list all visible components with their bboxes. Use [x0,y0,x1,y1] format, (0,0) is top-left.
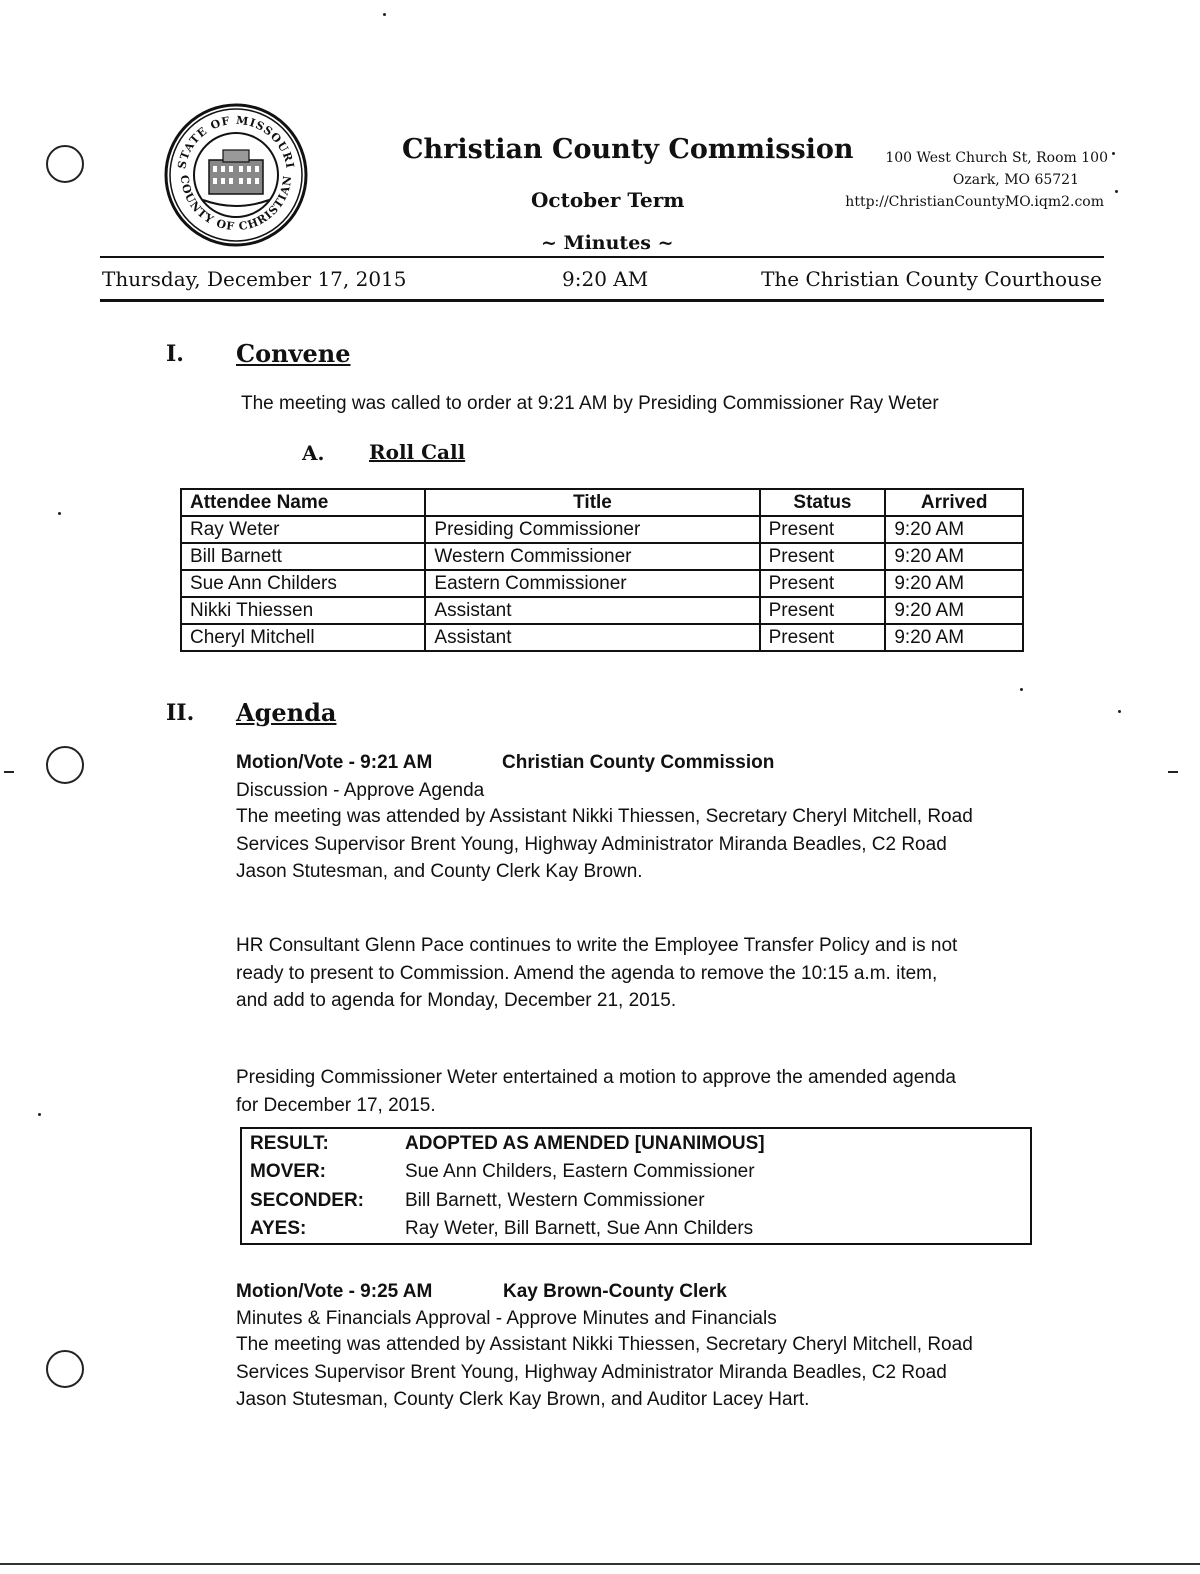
scan-dash [1168,771,1178,773]
table-row [181,597,1023,624]
paragraph-line: Services Supervisor Brent Young, Highway Administrator Miranda Beadles, C2 Road [236,1361,947,1383]
meeting-term: October Term [531,188,685,212]
table-cell: 9:20 AM [885,516,1023,543]
result-row [250,1218,753,1240]
table-row [181,570,1023,597]
paragraph-line: Services Supervisor Brent Young, Highway Administrator Miranda Beadles, C2 Road [236,833,947,855]
scan-dash [4,771,14,773]
meeting-time: 9:20 AM [562,267,649,291]
scan-speck [58,512,61,515]
column-header: Arrived [885,489,1023,516]
result-key: AYES: [250,1218,307,1239]
motion-vote-time: Motion/Vote - 9:21 AM [236,752,433,773]
table-cell: 9:20 AM [885,597,1023,624]
column-header: Title [425,489,759,516]
discussion-line: Minutes & Financials Approval - Approve Minutes and Financials [236,1308,777,1329]
motion-body: Kay Brown-County Clerk [503,1281,727,1302]
result-value: Ray Weter, Bill Barnett, Sue Ann Childers [405,1218,754,1239]
meeting-location: The Christian County Courthouse [761,267,1102,291]
svg-text:STATE OF MISSOURI: STATE OF MISSOURI [175,113,297,170]
scan-speck [1115,190,1118,193]
table-cell: Present [760,570,886,597]
table-cell: Eastern Commissioner [425,570,759,597]
section-number: I. [166,341,184,367]
column-header: Status [760,489,886,516]
table-row [181,624,1023,651]
result-row [250,1190,705,1212]
result-row [250,1133,765,1155]
table-cell: Ray Weter [181,516,425,543]
motion-paragraph [236,1064,956,1119]
table-cell: Cheryl Mitchell [181,624,425,651]
table-cell: Presiding Commissioner [425,516,759,543]
paragraph-line: ready to present to Commission. Amend the agenda to remove the 10:15 a.m. item, [236,962,938,984]
header-divider-bottom [100,299,1104,302]
result-row [250,1161,755,1183]
result-value: ADOPTED AS AMENDED [UNANIMOUS] [405,1133,765,1154]
paragraph-line: Jason Stutesman, County Clerk Kay Brown, and Auditor Lacey Hart. [236,1389,810,1410]
table-row [181,516,1023,543]
org-title: Christian County Commission [402,134,854,165]
punch-hole-top [46,145,84,183]
scan-speck [38,1113,41,1116]
paragraph-line: Presiding Commissioner Weter entertained a motion to approve the amended agenda [236,1067,956,1088]
table-cell: Present [760,543,886,570]
scan-speck [1112,152,1115,155]
svg-text:COUNTY OF CHRISTIAN: COUNTY OF CHRISTIAN [177,174,295,234]
attendance-paragraph [236,1331,973,1414]
table-cell: 9:20 AM [885,570,1023,597]
paragraph-line: and add to agenda for Monday, December 21, 2015. [236,990,677,1011]
paragraph-line: The meeting was attended by Assistant Nikki Thiessen, Secretary Cheryl Mitchell, Road [236,1334,973,1355]
vote-result-table [240,1127,1032,1245]
address-street: 100 West Church St, Room 100 [885,150,1108,166]
roll-call-table [180,488,1024,652]
county-seal-logo [163,100,309,250]
punch-hole-bottom [46,1350,84,1388]
table-header-row [181,489,1023,516]
attendance-paragraph [236,803,973,886]
motion-body: Christian County Commission [502,752,775,773]
table-cell: 9:20 AM [885,624,1023,651]
motion-vote-time: Motion/Vote - 9:25 AM [236,1281,433,1302]
table-cell: Present [760,624,886,651]
scan-speck [1020,688,1023,691]
table-cell: Bill Barnett [181,543,425,570]
result-value: Bill Barnett, Western Commissioner [405,1190,705,1211]
column-header: Attendee Name [181,489,425,516]
result-key: SECONDER: [250,1190,365,1211]
paragraph-line: for December 17, 2015. [236,1094,436,1116]
punch-hole-middle [46,746,84,784]
address-city: Ozark, MO 65721 [952,172,1079,188]
table-cell: Assistant [425,624,759,651]
paragraph-line: HR Consultant Glenn Pace continues to write the Employee Transfer Policy and is not [236,935,958,956]
result-key: MOVER: [250,1161,326,1182]
paragraph-line: Jason Stutesman, and County Clerk Kay Brown. [236,861,643,882]
scan-speck [1118,710,1121,713]
scan-speck [383,13,386,16]
page-bottom-edge [0,1563,1200,1565]
paragraph-line: The meeting was attended by Assistant Nikki Thiessen, Secretary Cheryl Mitchell, Road [236,806,973,827]
website-link[interactable]: http://ChristianCountyMO.iqm2.com [845,194,1104,210]
table-cell: Nikki Thiessen [181,597,425,624]
subsection-letter: A. [302,441,325,465]
table-cell: Present [760,516,886,543]
table-cell: Assistant [425,597,759,624]
discussion-line: Discussion - Approve Agenda [236,780,485,801]
minutes-label: ~ Minutes ~ [541,232,674,254]
table-cell: Western Commissioner [425,543,759,570]
section-title-convene: Convene [236,339,351,368]
section-title-agenda: Agenda [236,698,337,727]
meeting-date: Thursday, December 17, 2015 [102,267,407,291]
result-key: RESULT: [250,1133,329,1154]
table-cell: 9:20 AM [885,543,1023,570]
result-value: Sue Ann Childers, Eastern Commissioner [405,1161,755,1182]
table-cell: Present [760,597,886,624]
table-row [181,543,1023,570]
convene-text: The meeting was called to order at 9:21 AM by Presiding Commissioner Ray Weter [241,393,939,414]
section-number: II. [166,700,195,726]
table-cell: Sue Ann Childers [181,570,425,597]
amendment-paragraph [236,932,957,1015]
header-divider-top [100,256,1104,258]
subsection-title-roll-call: Roll Call [369,440,466,464]
